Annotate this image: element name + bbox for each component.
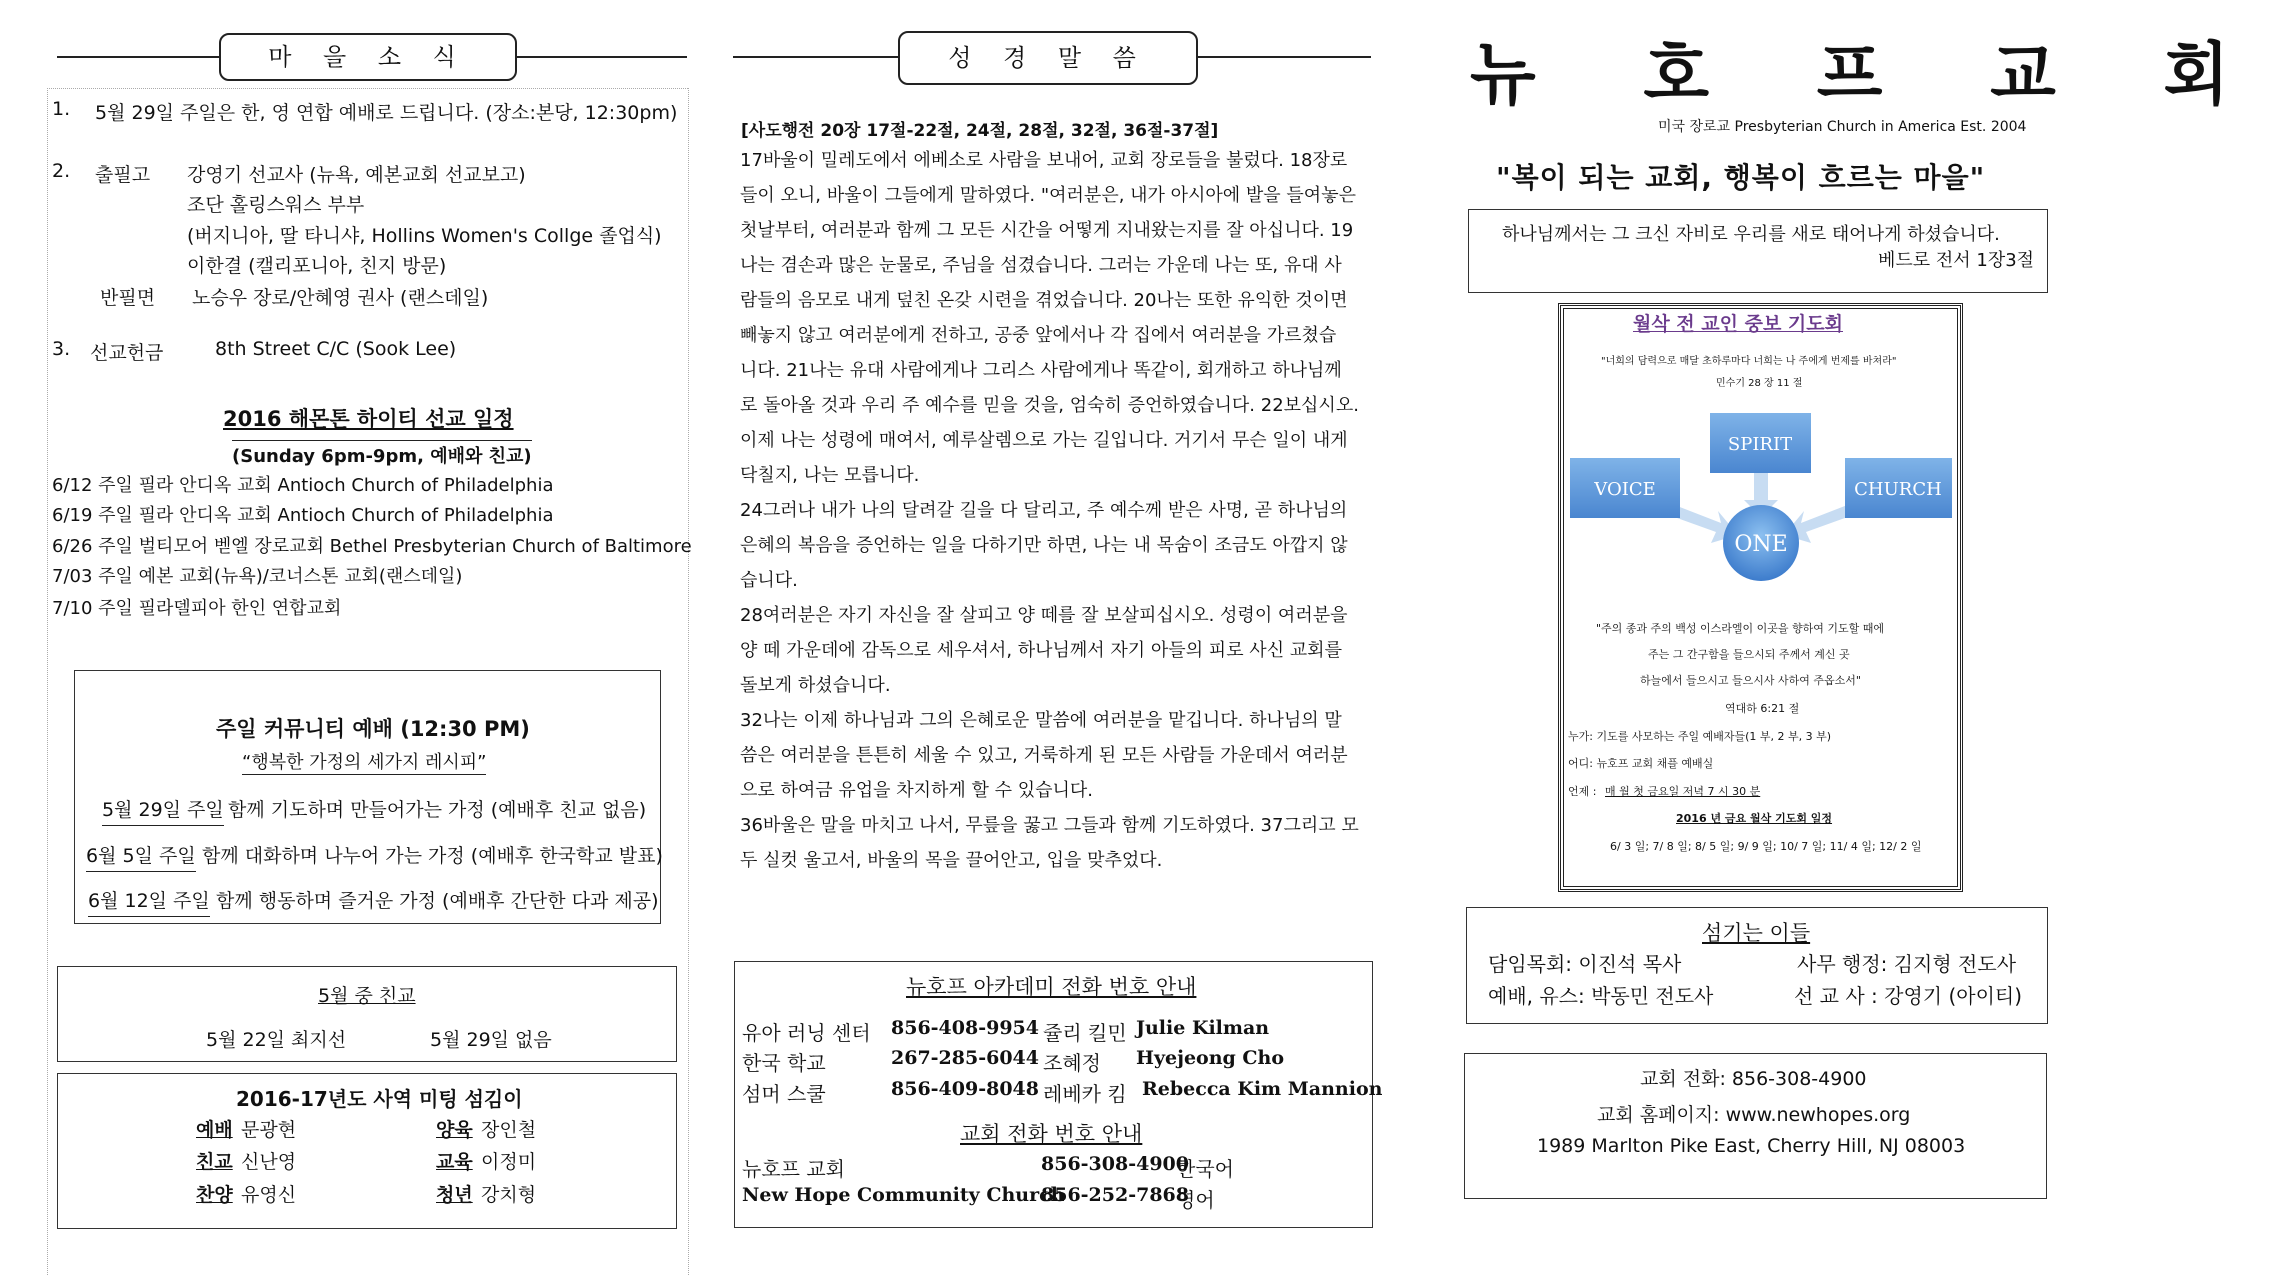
haiti-subtitle: (Sunday 6pm-9pm, 예배와 친교) — [232, 440, 532, 468]
ministry-role: 친교 — [196, 1151, 233, 1173]
haiti-title: 2016 해몬톤 하이티 선교 일정 — [223, 407, 514, 431]
church-name: 뉴 호 프 교 회 — [1470, 36, 2271, 115]
bible-line: 돌보게 하셨습니다. — [740, 675, 891, 696]
ministry-role: 양육 — [436, 1119, 473, 1141]
fellowship-a: 5월 22일 최지선 — [206, 1029, 347, 1051]
servants-row: 예배, 유스: 박동민 전도사 — [1488, 984, 1714, 1008]
news-item-3-label: 반필면 — [100, 287, 156, 309]
news-item-2-line-3: (버지니아, 딸 타니샤, Hollins Women's Collge 졸업식) — [187, 225, 662, 247]
academy-name: 유아 러닝 센터 — [742, 1021, 871, 1045]
ministry-role: 교육 — [436, 1151, 473, 1173]
bible-line: 24그러나 내가 나의 달려갈 길을 다 달리고, 주 예수께 받은 사명, 곧 하나님의 — [740, 500, 1348, 521]
haiti-row: 6/12 주일 필라 안디옥 교회 Antioch Church of Philadelphia — [52, 475, 554, 496]
ministry-role: 청년 — [436, 1184, 473, 1206]
haiti-row: 7/03 주일 예본 교회(뉴욕)/코너스톤 교회(랜스데일) — [52, 566, 463, 587]
servants-row: 담임목회: 이진석 목사 — [1488, 952, 1682, 976]
community-title: 주일 커뮤니티 예배 (12:30 PM) — [216, 717, 530, 741]
left-dotted-border — [47, 88, 48, 1275]
bible-line: 첫날부터, 여러분과 함께 그 모든 시간을 어떻게 지내왔는지를 잘 아십니다. 19 — [740, 220, 1354, 241]
bible-line: 닥칠지, 나는 모릅니다. — [740, 465, 920, 486]
bible-line: 니다. 21나는 유대 사람에게나 그리스 사람에게나 똑같이, 회개하고 하나님께 — [740, 360, 1342, 381]
community-date: 5월 29일 주일 — [102, 795, 224, 826]
poster-quote2: "주의 종과 주의 백성 이스라엘이 이곳을 향하여 기도할 때에 — [1596, 622, 1885, 635]
news-item-2-line-2: 조단 홀링스워스 부부 — [187, 194, 365, 216]
poster-quote1-ref: 민수기 28 장 11 절 — [1716, 378, 1803, 389]
ministry-name: 이정미 — [481, 1151, 537, 1173]
news-item-2-line-1: 강영기 선교사 (뉴욕, 예본교회 선교보고) — [187, 164, 526, 186]
community-text: 함께 기도하며 만들어가는 가정 (예배후 친교 없음) — [228, 799, 647, 821]
poster-schedule: 6/ 3 일; 7/ 8 일; 8/ 5 일; 9/ 9 일; 10/ 7 일; 11/ 4 일; 12/ 2 일 — [1610, 840, 1922, 853]
church-label: CHURCH — [1854, 479, 1942, 500]
haiti-row: 6/19 주일 필라 안디옥 교회 Antioch Church of Philadelphia — [52, 505, 554, 526]
left-dotted-border-right — [688, 88, 689, 1275]
bible-line: 은혜의 복음을 증언하는 일을 다하기만 하면, 나는 내 목숨이 조금도 아깝지 않 — [740, 535, 1348, 556]
bible-line: 빼놓지 않고 여러분에게 전하고, 공중 앞에서나 각 집에서 여러분을 가르쳤습 — [740, 325, 1337, 346]
church-phone-name: New Hope Community Church — [742, 1184, 1065, 1206]
academy-phone: 856-409-8048 — [891, 1078, 1039, 1100]
news-item-1-text: 5월 29일 주일은 한, 영 연합 예배로 드립니다. (장소:본당, 12:30pm) — [95, 102, 678, 124]
haiti-row: 7/10 주일 필라델피아 한인 연합교회 — [52, 598, 342, 619]
ministry-role: 예배 — [196, 1119, 233, 1141]
church-phone-number: 856-252-7868 — [1041, 1184, 1189, 1206]
church-motto: "복이 되는 교회, 행복이 흐르는 마을" — [1496, 161, 1986, 194]
community-subtitle: “행복한 가정의 세가지 레시피” — [242, 748, 486, 775]
academy-title: 뉴호프 아카데미 전화 번호 안내 — [906, 975, 1197, 999]
bible-line: 씀은 여러분을 튼튼히 세울 수 있고, 거룩하게 된 모든 사람들 가운데서 여러분 — [740, 745, 1348, 766]
poster-when-label: 언제 : — [1568, 785, 1597, 798]
church-subtitle: 미국 장로교 Presbyterian Church in America Est. 2004 — [1658, 119, 2027, 135]
poster-schedule-title: 2016 년 금요 월삭 기도회 일정 — [1676, 812, 1833, 825]
poster-where: 어디: 뉴호프 교회 채플 예배실 — [1568, 757, 1714, 770]
ministry-name: 문광현 — [241, 1119, 297, 1141]
verse-ref: 베드로 전서 1장3절 — [1878, 250, 2035, 271]
academy-contact: 조혜정 — [1043, 1051, 1101, 1075]
news-header: 마 을 소 식 — [219, 33, 517, 81]
bible-line: 두 실컷 울고서, 바울의 목을 끌어안고, 입을 맞추었다. — [740, 850, 1163, 871]
academy-phone: 267-285-6044 — [891, 1047, 1039, 1069]
bible-line: 36바울은 말을 마치고 나서, 무릎을 꿇고 그들과 함께 기도하였다. 37그리고 모 — [740, 815, 1359, 836]
poster-when: 매 월 첫 금요일 저녁 7 시 30 분 — [1605, 785, 1761, 798]
bible-line: 17바울이 밀레도에서 에베소로 사람을 보내어, 교회 장로들을 불렀다. 18장로 — [740, 150, 1348, 171]
bible-line: 양 떼 가운데에 감독으로 세우셔서, 하나님께서 자기 아들의 피로 사신 교회를 — [740, 640, 1342, 661]
servants-row: 사무 행정: 김지형 전도사 — [1797, 952, 2017, 976]
servants-title: 섬기는 이들 — [1702, 921, 1811, 945]
academy-name: 섬머 스쿨 — [742, 1082, 826, 1106]
ministry-name: 장인철 — [481, 1119, 537, 1141]
poster-title: 월삭 전 교인 중보 기도회 — [1633, 313, 1843, 335]
news-item-2-num: 2. — [52, 160, 71, 182]
bible-header: 성 경 말 씀 — [898, 31, 1198, 85]
community-date: 6월 5일 주일 — [86, 841, 196, 872]
news-item-2-line-4: 이한결 (캘리포니아, 친지 방문) — [187, 255, 447, 277]
bible-line: 이제 나는 성령에 매여서, 예루살렘으로 가는 길입니다. 거기서 무슨 일이 내게 — [740, 430, 1348, 451]
fellowship-b: 5월 29일 없음 — [430, 1029, 552, 1051]
one-label: ONE — [1734, 532, 1788, 557]
news-item-1-num: 1. — [52, 98, 71, 120]
church-phone-name: 뉴호프 교회 — [742, 1157, 845, 1181]
prayer-poster — [1558, 303, 1963, 892]
bible-line: 28여러분은 자기 자신을 잘 살피고 양 떼를 잘 보살피십시오. 성령이 여러분을 — [740, 605, 1348, 626]
poster-quote1: "너희의 담력으로 매달 초하루마다 너희는 나 주에게 번제를 바쳐라" — [1601, 356, 1897, 367]
poster-quote2-ref: 역대하 6:21 절 — [1725, 702, 1800, 715]
news-item-2-label: 출필고 — [95, 164, 151, 186]
poster-who: 누가: 기도를 사모하는 주일 예배자들(1 부, 2 부, 3 부) — [1568, 730, 1832, 743]
spirit-label: SPIRIT — [1727, 434, 1793, 455]
academy-name: 한국 학교 — [742, 1051, 826, 1075]
academy-contact: 쥴리 킬민 — [1043, 1021, 1127, 1045]
ministry-name: 신난영 — [241, 1151, 297, 1173]
ministry-name: 유영신 — [241, 1184, 297, 1206]
news-item-4-label: 선교헌금 — [90, 342, 164, 364]
news-item-4-num: 3. — [52, 338, 71, 360]
contact-web: 교회 홈페이지: www.newhopes.org — [1597, 1104, 1911, 1126]
bible-line: 32나는 이제 하나님과 그의 은혜로운 말씀에 여러분을 맡깁니다. 하나님의 말 — [740, 710, 1342, 731]
academy-contact: 레베카 킴 — [1043, 1082, 1127, 1106]
ministry-title: 2016-17년도 사역 미팅 섬김이 — [236, 1087, 523, 1111]
church-phone-lang: 영어 — [1176, 1188, 1215, 1212]
academy-phone: 856-408-9954 — [891, 1017, 1039, 1039]
church-phone-lang: 한국어 — [1176, 1157, 1234, 1181]
ministry-role: 찬양 — [196, 1184, 233, 1206]
left-dotted-top — [47, 88, 688, 89]
servants-row: 선 교 사 : 강영기 (아이티) — [1794, 984, 2023, 1008]
academy-contact-en: Hyejeong Cho — [1136, 1047, 1285, 1069]
community-text: 함께 행동하며 즐거운 가정 (예배후 간단한 다과 제공) — [216, 890, 659, 912]
bible-line: 로 돌아올 것과 우리 주 예수를 믿을 것을, 엄숙히 증언하였습니다. 22보십시오. — [740, 395, 1359, 416]
haiti-row: 6/26 주일 벌티모어 벧엘 장로교회 Bethel Presbyterian Church of Baltimore — [52, 536, 692, 557]
poster-quote2: 주는 그 간구함을 들으시되 주께서 계신 곳 — [1648, 648, 1850, 661]
community-text: 함께 대화하며 나누어 가는 가정 (예배후 한국학교 발표) — [202, 845, 663, 867]
poster-quote2: 하늘에서 들으시고 들으시사 사하여 주옵소서" — [1640, 674, 1861, 687]
voice-label: VOICE — [1594, 479, 1656, 500]
verse-text: 하나님께서는 그 크신 자비로 우리를 새로 태어나게 하셨습니다. — [1502, 224, 2000, 245]
church-phone-number: 856-308-4900 — [1041, 1153, 1189, 1175]
bible-line: 람들의 음모로 내게 덮친 온갖 시련을 겪었습니다. 20나는 또한 유익한 것이면 — [740, 290, 1348, 311]
bible-text — [740, 143, 1359, 878]
bible-line: 습니다. — [740, 570, 798, 591]
news-item-3-text: 노승우 장로/안혜영 권사 (랜스데일) — [192, 287, 489, 309]
community-date: 6월 12일 주일 — [88, 886, 210, 917]
spirit-voice-church-diagram — [1566, 405, 1956, 595]
academy-contact-en: Rebecca Kim Mannion — [1142, 1078, 1383, 1100]
bible-line: 나는 겸손과 많은 눈물로, 주님을 섬겼습니다. 그러는 가운데 나는 또, 유대 사 — [740, 255, 1342, 276]
bible-reference: [사도행전 20장 17절-22절, 24절, 28절, 32절, 36절-37절] — [741, 121, 1219, 141]
ministry-name: 강치형 — [481, 1184, 537, 1206]
news-item-4-text: 8th Street C/C (Sook Lee) — [215, 338, 457, 360]
contact-address: 1989 Marlton Pike East, Cherry Hill, NJ 08003 — [1537, 1135, 1966, 1157]
bible-line: 들이 오니, 바울이 그들에게 말하였다. "여러분은, 내가 아시아에 발을 들여놓은 — [740, 185, 1356, 206]
fellowship-title: 5월 중 친교 — [318, 985, 416, 1007]
academy-contact-en: Julie Kilman — [1136, 1017, 1270, 1039]
bible-line: 으로 하여금 유업을 차지하게 할 수 있습니다. — [740, 780, 1094, 801]
church-phone-title: 교회 전화 번호 안내 — [960, 1122, 1143, 1146]
contact-phone: 교회 전화: 856-308-4900 — [1640, 1068, 1867, 1090]
